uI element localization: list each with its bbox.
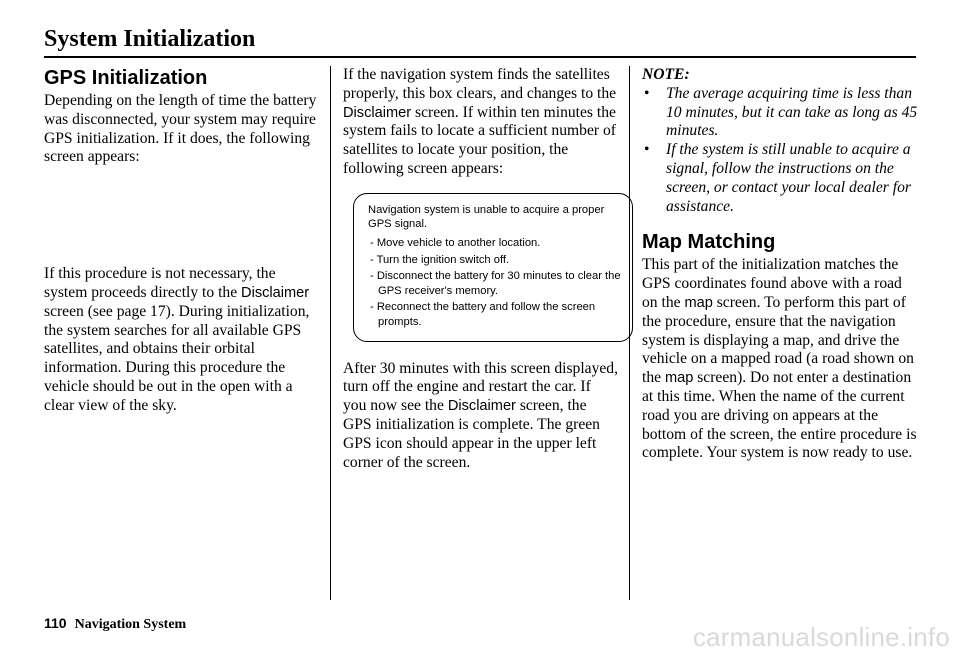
note-item: • If the system is still unable to acquire a signal, follow the instructions on the screen, or contact your local dealer for assistance. (644, 141, 911, 215)
map-term: map (684, 294, 713, 311)
footer-label: Navigation System (74, 617, 187, 632)
col2-paragraph-1: If the navigation system finds the satellites properly, this box clears, and changes to the Disclaimer screen. If within ten minutes the system fails to locate a sufficient number of satellites to locate your position, the following screen appears: (343, 66, 617, 177)
instruction-item: - Turn the ignition switch off. (370, 253, 510, 266)
disclaimer-term: Disclaimer (343, 104, 412, 121)
bullet-icon: • (644, 84, 650, 102)
column-1 (44, 66, 320, 416)
column-divider-2 (629, 66, 630, 600)
note-item: • The average acquiring time is less than 10 minutes, but it can take as long as 45 minutes. (644, 84, 918, 140)
instruction-item: - Reconnect the battery and follow the screen prompts. (370, 301, 596, 328)
disclaimer-term: Disclaimer (447, 398, 516, 415)
col2-paragraph-2: After 30 minutes with this screen displayed, turn off the engine and restart the car. If you now see the Disclaimer screen, the GPS initialization is complete. The green GPS icon should appear in the upper left corner of the screen. (343, 359, 618, 471)
gps-error-screen-box (353, 193, 633, 342)
notes-list (642, 85, 918, 217)
col1-paragraph-2: If this procedure is not necessary, the system proceeds directly to the Disclaimer screen (see page 17). During initialization, the system searches for all available GPS satellites, and obtains their orbital information. During this procedure the vehicle should be out in the open with a clear view of the sky. (44, 265, 310, 414)
map-matching-paragraph: This part of the initialization matches the GPS coordinates found above with a road on the map screen. To perform this part of the procedure, ensure that the navigation system is displaying a map, and drive the vehicle on a mapped road (a road shown on the map screen). Do not enter a destination at this time. When the name of the current road you are driving on appears at the bottom of the screen, the entire procedure is complete. Your system is now ready to use. (642, 256, 917, 462)
page-title: System Initialization (44, 26, 256, 52)
col1-paragraph-1: Depending on the length of time the battery was disconnected, your system may require GPS initialization. If it does, the following screen appears: (44, 92, 317, 166)
instruction-item: - Move vehicle to another location. (370, 236, 541, 249)
page-number: 110 (44, 615, 67, 631)
column-3 (642, 66, 918, 463)
instruction-item: - Disconnect the battery for 30 minutes to clear the GPS receiver's memory. (370, 270, 621, 297)
column-divider-1 (330, 66, 331, 600)
note-label: NOTE: (642, 66, 690, 83)
map-term: map (664, 370, 694, 387)
page-footer (44, 614, 186, 634)
gps-error-instructions (368, 236, 624, 330)
gps-error-message: Navigation system is unable to acquire a proper GPS signal. (368, 203, 605, 231)
screen-image-placeholder (44, 167, 320, 265)
disclaimer-term: Disclaimer (241, 284, 310, 301)
bullet-icon: • (644, 141, 650, 159)
gps-initialization-heading: GPS Initialization (44, 67, 208, 89)
title-rule (44, 56, 916, 58)
map-matching-heading: Map Matching (642, 231, 776, 254)
watermark: carmanualsonline.info (692, 622, 950, 652)
column-2 (343, 66, 621, 472)
